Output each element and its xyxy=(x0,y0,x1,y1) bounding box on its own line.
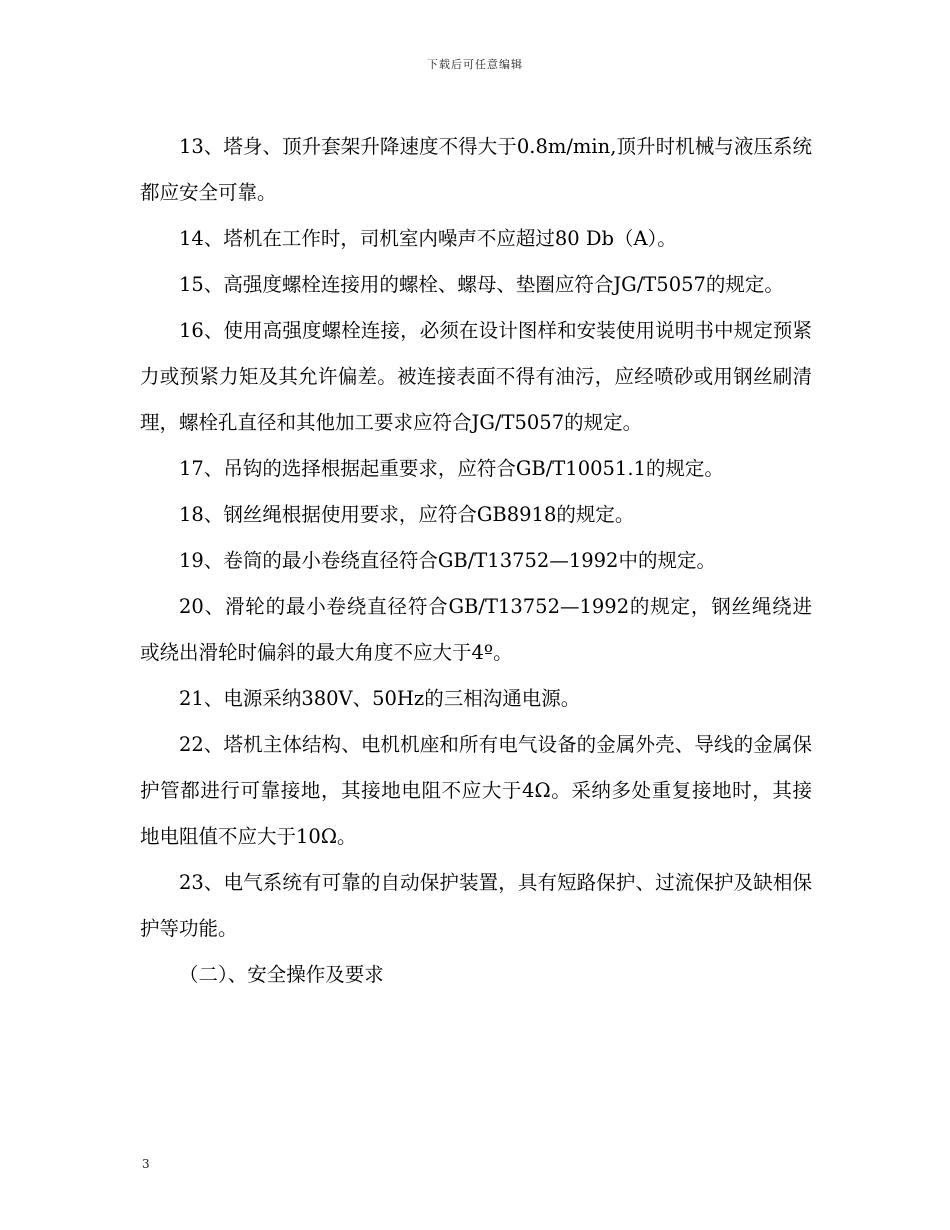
paragraph-20: 20、滑轮的最小卷绕直径符合GB/T13752—1992的规定，钢丝绳绕进或绕出滑轮时偏斜的最大角度不应大于4º。 xyxy=(140,595,812,664)
paragraph-13: 13、塔身、顶升套架升降速度不得大于0.8m/min,顶升时机械与液压系统都应安全可靠。 xyxy=(140,135,812,204)
page-number: 3 xyxy=(142,1157,150,1171)
document-body xyxy=(140,124,812,998)
paragraph-17: 17、吊钩的选择根据起重要求，应符合GB/T10051.1的规定。 xyxy=(179,457,724,480)
paragraph-15: 15、高强度螺栓连接用的螺栓、螺母、垫圈应符合JG/T5057的规定。 xyxy=(179,273,784,296)
paragraph-16: 16、使用高强度螺栓连接，必须在设计图样和安装使用说明书中规定预紧力或预紧力矩及其允许偏差。被连接表面不得有油污，应经喷砂或用钢丝刷清理，螺栓孔直径和其他加工要求应符合JG/T5057的规定。 xyxy=(140,319,812,434)
paragraph-22: 22、塔机主体结构、电机机座和所有电气设备的金属外壳、导线的金属保护管都进行可靠接地，其接地电阻不应大于4Ω。采纳多处重复接地时，其接地电阻值不应大于10Ω。 xyxy=(140,733,812,848)
section-heading: （二）、安全操作及要求 xyxy=(179,963,384,986)
paragraph-18: 18、钢丝绳根据使用要求，应符合GB8918的规定。 xyxy=(179,503,635,526)
paragraph-23: 23、电气系统有可靠的自动保护装置，具有短路保护、过流保护及缺相保护等功能。 xyxy=(140,871,812,940)
paragraph-21: 21、电源采纳380V、50Hz的三相沟通电源。 xyxy=(179,687,581,710)
paragraph-19: 19、卷筒的最小卷绕直径符合GB/T13752—1992中的规定。 xyxy=(179,549,716,572)
page-header: 下载后可任意编辑 xyxy=(427,58,523,71)
paragraph-14: 14、塔机在工作时，司机室内噪声不应超过80 Db（A）。 xyxy=(179,227,677,250)
